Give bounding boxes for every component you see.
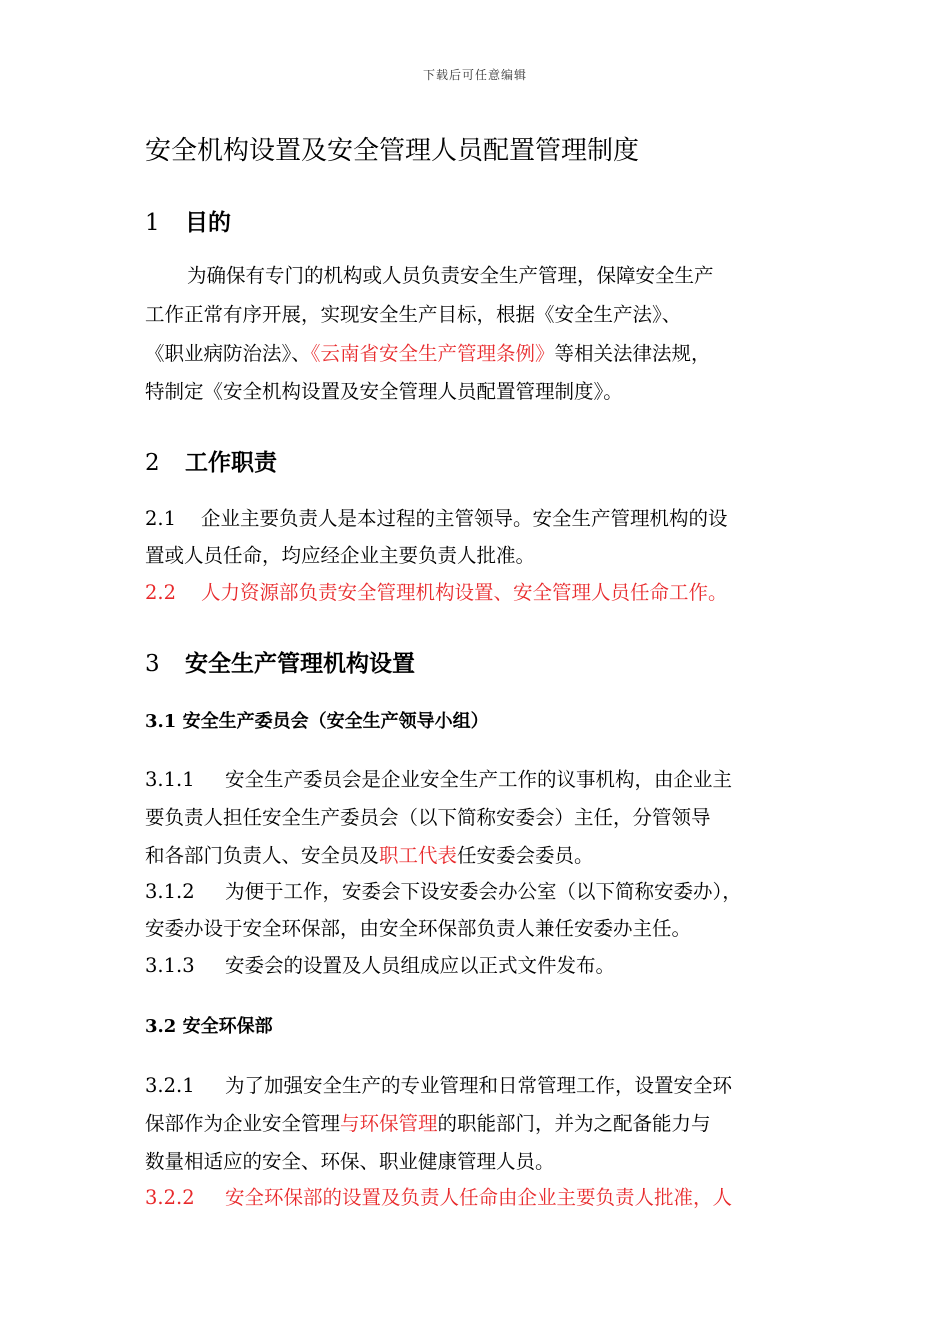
item-line — [145, 878, 742, 906]
item-text: 为了加强安全生产的专业管理和日常管理工作，设置安全环 — [225, 1074, 733, 1097]
section-2-heading — [145, 444, 277, 477]
item-number: 3.2.2 — [145, 1186, 195, 1209]
item-line: 置或人员任命，均应经企业主要负责人批准。 — [145, 544, 536, 567]
item-line: 安委办设于安全环保部，由安全环保部负责人兼任安委办主任。 — [145, 917, 692, 940]
text-run: 保部作为企业安全管理 — [145, 1112, 341, 1135]
section-3-heading — [145, 645, 415, 678]
item-line-highlighted — [145, 1184, 732, 1212]
document-title: 安全机构设置及安全管理人员配置管理制度 — [145, 136, 640, 166]
section-title: 安全生产管理机构设置 — [185, 650, 415, 677]
text-run: 《职业病防治法》、 — [145, 342, 311, 365]
item-text: 企业主要负责人是本过程的主管领导。安全生产管理机构的设 — [201, 507, 728, 530]
paragraph-line: 工作正常有序开展，实现安全生产目标，根据《安全生产法》、 — [145, 303, 682, 326]
paragraph-line: 为确保有专门的机构或人员负责安全生产管理，保障安全生产 — [187, 264, 714, 287]
item-line — [145, 842, 594, 870]
highlighted-text: 《云南省安全生产管理条例》 — [310, 342, 555, 365]
paragraph-line — [145, 340, 711, 368]
item-text: 安全环保部的设置及负责人任命由企业主要负责人批准，人 — [225, 1186, 733, 1209]
text-run: 和各部门负责人、安全员及 — [145, 844, 380, 867]
section-title: 工作职责 — [185, 449, 277, 476]
item-number: 3.1.2 — [145, 880, 195, 903]
item-text: 人力资源部负责安全管理机构设置、安全管理人员任命工作。 — [201, 581, 728, 604]
item-line: 数量相适应的安全、环保、职业健康管理人员。 — [145, 1150, 555, 1173]
section-number: 3 — [145, 651, 160, 677]
text-run: 等相关法律法规， — [554, 342, 711, 365]
item-text: 为便于工作，安委会下设安委会办公室（以下简称安委办）， — [225, 880, 742, 903]
subsection-3-2-heading: 3.2 安全环保部 — [145, 1016, 273, 1037]
paragraph-line: 特制定《安全机构设置及安全管理人员配置管理制度》。 — [145, 380, 623, 403]
item-number: 3.1.3 — [145, 954, 195, 977]
text-run: 任安委会委员。 — [457, 844, 594, 867]
section-1-heading — [145, 204, 231, 237]
item-number: 3.2.1 — [145, 1074, 195, 1097]
text-run: 的职能部门，并为之配备能力与 — [437, 1112, 711, 1135]
item-line — [145, 952, 615, 980]
item-line — [145, 766, 732, 794]
item-text: 安全生产委员会是企业安全生产工作的议事机构，由企业主 — [225, 768, 733, 791]
item-text: 安委会的设置及人员组成应以正式文件发布。 — [225, 954, 616, 977]
item-line — [145, 505, 728, 533]
header-note: 下载后可任意编辑 — [422, 68, 527, 82]
subsection-3-1-heading: 3.1 安全生产委员会（安全生产领导小组） — [145, 711, 489, 732]
item-line — [145, 1072, 732, 1100]
item-number: 2.1 — [145, 507, 177, 530]
item-line-highlighted — [145, 579, 728, 607]
item-number: 3.1.1 — [145, 768, 195, 791]
section-number: 1 — [145, 210, 160, 236]
section-number: 2 — [145, 450, 160, 476]
section-title: 目的 — [185, 209, 231, 236]
item-line — [145, 1110, 711, 1138]
item-number: 2.2 — [145, 581, 177, 604]
item-line: 要负责人担任安全生产委员会（以下简称安委会）主任，分管领导 — [145, 806, 711, 829]
highlighted-text: 与环保管理 — [340, 1112, 438, 1135]
highlighted-text: 职工代表 — [379, 844, 458, 867]
